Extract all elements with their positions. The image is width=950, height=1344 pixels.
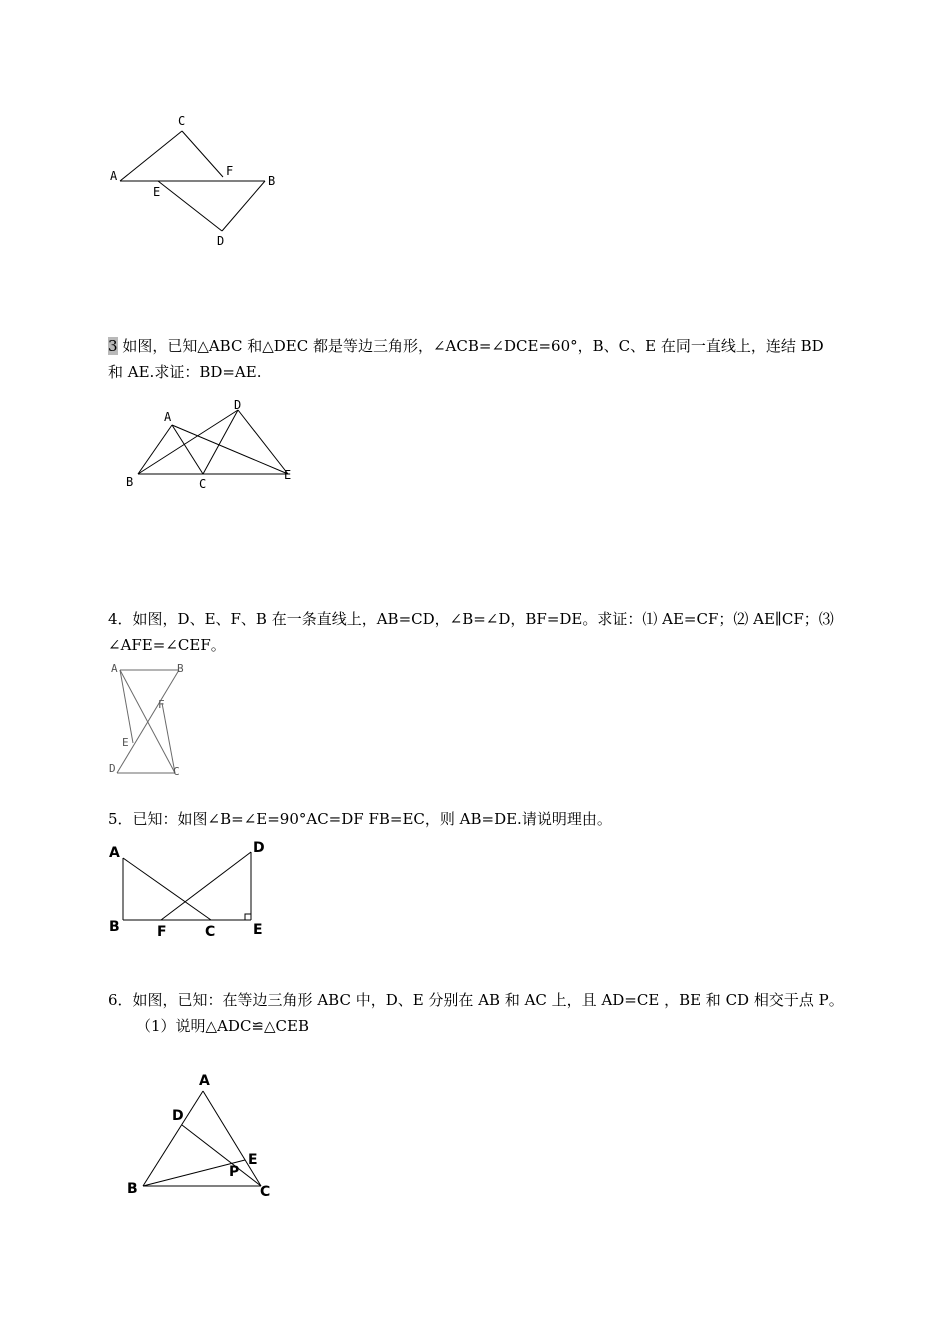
fig3-label-e: E [284, 468, 292, 482]
fig3-label-c: C [199, 477, 207, 491]
fig6-label-e: E [248, 1152, 258, 1168]
fig3-label-d: D [234, 398, 242, 412]
fig5-label-c: C [205, 924, 216, 940]
fig1-label-e: E [153, 185, 161, 199]
fig4-label-d: D [109, 762, 116, 775]
fig3-label-a: A [164, 410, 172, 424]
problem-6-line-1: 6．如图，已知：在等边三角形 ABC 中，D、E 分别在 AB 和 AC 上，且 AD=CE ，BE 和 CD 相交于点 P。 [108, 991, 844, 1009]
figure-4 [105, 660, 205, 785]
figure-3 [120, 395, 310, 495]
fig1-label-a: A [110, 169, 118, 183]
fig6-label-a: A [199, 1073, 210, 1089]
problem-3-number: 3 [108, 337, 118, 355]
fig6-label-b: B [127, 1181, 138, 1197]
fig4-label-b: B [177, 662, 184, 675]
fig1-label-d: D [217, 234, 225, 248]
fig1-label-c: C [178, 114, 186, 128]
problem-4-line-1: 4．如图，D、E、F、B 在一条直线上，AB=CD，∠B=∠D，BF=DE。求证：⑴ AE=CF；⑵ AE∥CF；⑶ [108, 610, 834, 628]
fig4-label-f: F [158, 698, 165, 711]
problem-4-line-2: ∠AFE=∠CEF。 [108, 636, 226, 654]
fig1-label-b: B [268, 174, 276, 188]
fig5-label-a: A [109, 845, 120, 861]
fig5-label-e: E [253, 922, 263, 938]
fig3-label-b: B [126, 475, 134, 489]
problem-4-text [108, 606, 848, 658]
fig6-label-c: C [260, 1184, 271, 1200]
problem-3-text [108, 333, 848, 385]
problem-6-text [108, 987, 848, 1039]
fig5-label-d: D [253, 840, 265, 856]
figure-1 [100, 105, 300, 255]
problem-3-line-1-text: 如图，已知△ABC 和△DEC 都是等边三角形，∠ACB=∠DCE=60°，B、C、E 在同一直线上，连结 BD [117, 337, 824, 355]
figure-6 [115, 1068, 290, 1208]
fig6-label-p: P [229, 1164, 240, 1180]
fig4-label-e: E [122, 736, 129, 749]
fig4-label-a: A [111, 662, 118, 675]
fig5-label-f: F [157, 924, 167, 940]
problem-3-line-2: 和 AE.求证：BD=AE. [108, 363, 262, 381]
figure-5 [105, 840, 275, 945]
problem-5-line-1: 5．已知：如图∠B=∠E=90°AC=DF FB=EC，则 AB=DE.请说明理由。 [108, 810, 612, 828]
problem-6-line-2: （1）说明△ADC≌△CEB [136, 1017, 309, 1035]
fig5-label-b: B [109, 919, 120, 935]
fig4-label-c: C [173, 765, 180, 778]
fig1-label-f: F [226, 164, 234, 178]
problem-3-line-1 [108, 333, 848, 359]
problem-5-text [108, 806, 848, 832]
fig6-label-d: D [172, 1108, 184, 1124]
